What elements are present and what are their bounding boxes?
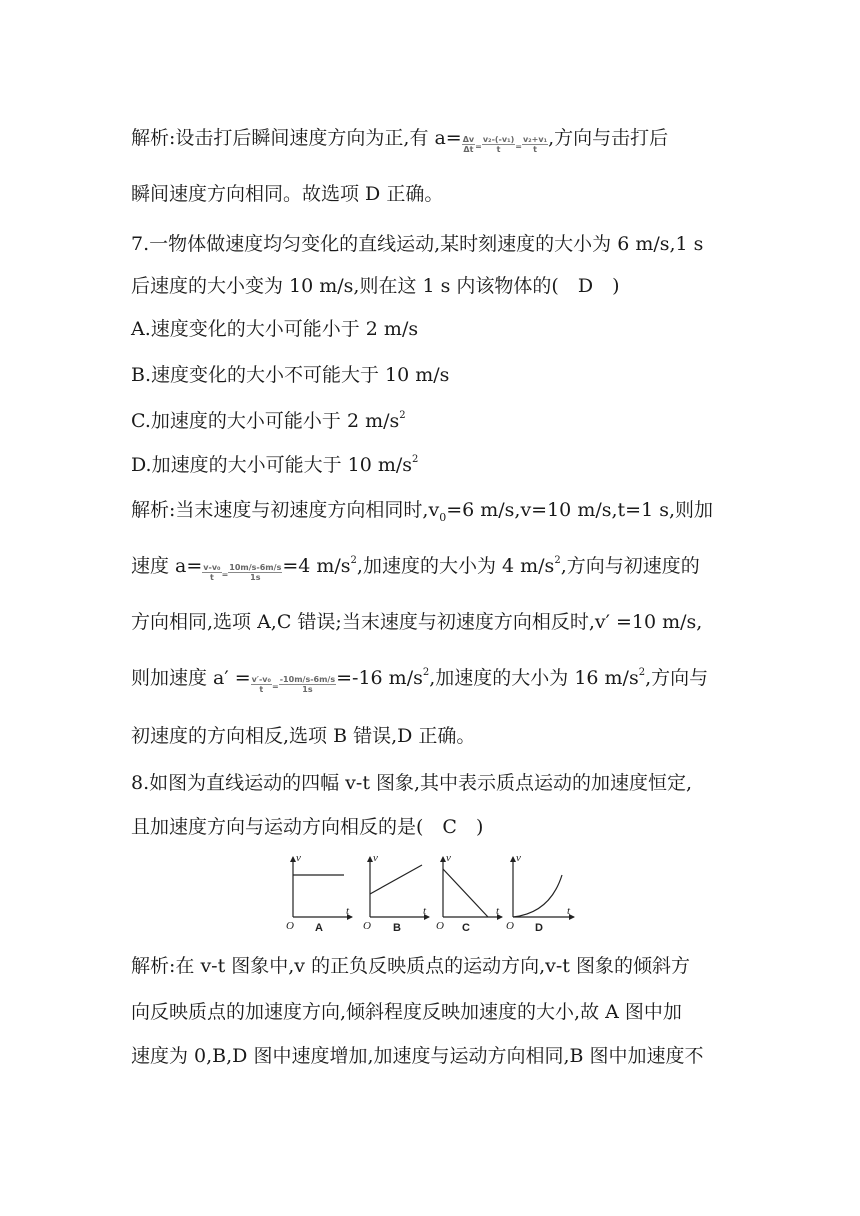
- graph-d-v-label: v: [516, 852, 521, 864]
- q7-analysis-line1: 解析:当末速度与初速度方向相同时$,v_0=6$ m/s,v=10 m/s,t=1 s,则加: [131, 499, 713, 524]
- graph-b-origin: O: [363, 920, 371, 932]
- graph-c-origin: O: [436, 920, 444, 932]
- q8-analysis-line1: 解析:在 v-t 图象中,v 的正负反映质点的运动方向,v-t 图象的倾斜方: [131, 955, 690, 977]
- q6-analysis-suffix: ,方向与击打后: [548, 127, 669, 149]
- q7-option-b: B.速度变化的大小不可能大于 10 m/s: [131, 364, 450, 386]
- q6-analysis-line1: [131, 126, 668, 159]
- graph-a-v-label: v: [296, 852, 301, 864]
- q6-acceleration-formula: $\frac{\Delta v}{\Delta t}$ = $\frac{\text{v₂-(-v₁)}}{t}$ = $\frac{\text{v₂+v₁}}{t}$: [462, 135, 548, 154]
- graph-c-t-label: t: [496, 905, 500, 917]
- q6-fraction-3: $\frac{\text{v₂+v₁}}{t}$: [522, 135, 548, 154]
- q7-option-a: A.速度变化的大小可能小于 2 m/s: [131, 318, 419, 340]
- graph-b-v-label: v: [373, 852, 378, 864]
- graph-c-label: C: [462, 922, 470, 934]
- q8-stem-line2: 且加速度方向与运动方向相反的是( C ): [131, 816, 484, 838]
- q7-option-d: D.加速度的大小可能大于 10 $m/s^2$: [131, 453, 419, 476]
- graph-a-label: A: [315, 922, 323, 934]
- graph-c: [436, 852, 502, 934]
- graph-a: [286, 852, 352, 934]
- graph-b-curve: [370, 865, 422, 894]
- graph-b: [363, 852, 429, 934]
- graph-d-t-label: t: [567, 905, 571, 917]
- q7-acceleration-formula-1: $\frac{\text{v-v₀}}{t}$ = $\frac{10m/s-6m/s}{1s}$: [203, 563, 282, 582]
- q6-fraction-1: $\frac{\Delta v}{\Delta t}$: [462, 135, 475, 154]
- graph-d-label: D: [535, 922, 543, 934]
- q8-stem-line1: 8.如图为直线运动的四幅 v-t 图象,其中表示质点运动的加速度恒定,: [131, 772, 693, 794]
- q7-analysis-line4: 则加速度 a′ = $\frac{\text{v′-v₀}}{t}$ = $\frac{-10m/s-6m/s}{1s}$ =-16 $m/s^2$,加速度的大小为 16 $m/s^2$,方向与: [131, 666, 708, 699]
- graph-a-origin: O: [286, 920, 294, 932]
- q8-analysis-line3: 速度为 0,B,D 图中速度增加,加速度与运动方向相同,B 图中加速度不: [131, 1045, 704, 1067]
- q6-fraction-2: $\frac{\text{v₂-(-v₁)}}{t}$: [482, 135, 515, 154]
- q7-analysis-line2: 速度 a= $\frac{\text{v-v₀}}{t}$ = $\frac{10m/s-6m/s}{1s}$ =4 $m/s^2$,加速度的大小为 4 $m/s^2$,方向与初速度的: [131, 554, 700, 587]
- graph-c-v-label: v: [446, 852, 451, 864]
- q8-analysis-line2: 向反映质点的加速度方向,倾斜程度反映加速度的大小,故 A 图中加: [131, 1001, 682, 1023]
- q6-analysis-line2: 瞬间速度方向相同。故选项 D 正确。: [131, 183, 444, 205]
- graph-b-t-label: t: [423, 905, 427, 917]
- q7-analysis-line3: 方向相同,选项 A,C 错误;当末速度与初速度方向相反时,v′ =10 m/s,: [131, 611, 703, 633]
- q7-stem-line1: 7.一物体做速度均匀变化的直线运动,某时刻速度的大小为 6 m/s,1 s: [131, 233, 704, 255]
- q7-acceleration-formula-2: $\frac{\text{v′-v₀}}{t}$ = $\frac{-10m/s-6m/s}{1s}$: [251, 675, 336, 694]
- graph-a-t-label: t: [346, 905, 350, 917]
- q6-analysis-prefix: 解析:设击打后瞬间速度方向为正,有 a=: [131, 127, 462, 149]
- q8-vt-graphs: [282, 851, 582, 935]
- q7-stem-line2: 后速度的大小变为 10 m/s,则在这 1 s 内该物体的( D ): [131, 275, 620, 297]
- graph-c-curve: [443, 869, 488, 917]
- graph-d: [506, 852, 574, 934]
- graph-b-label: B: [393, 922, 401, 934]
- graph-d-origin: O: [506, 920, 514, 932]
- graph-d-curve: [513, 875, 562, 917]
- q7-option-c: C.加速度的大小可能小于 2 $m/s^2$: [131, 409, 406, 432]
- q7-analysis-line5: 初速度的方向相反,选项 B 错误,D 正确。: [131, 725, 476, 747]
